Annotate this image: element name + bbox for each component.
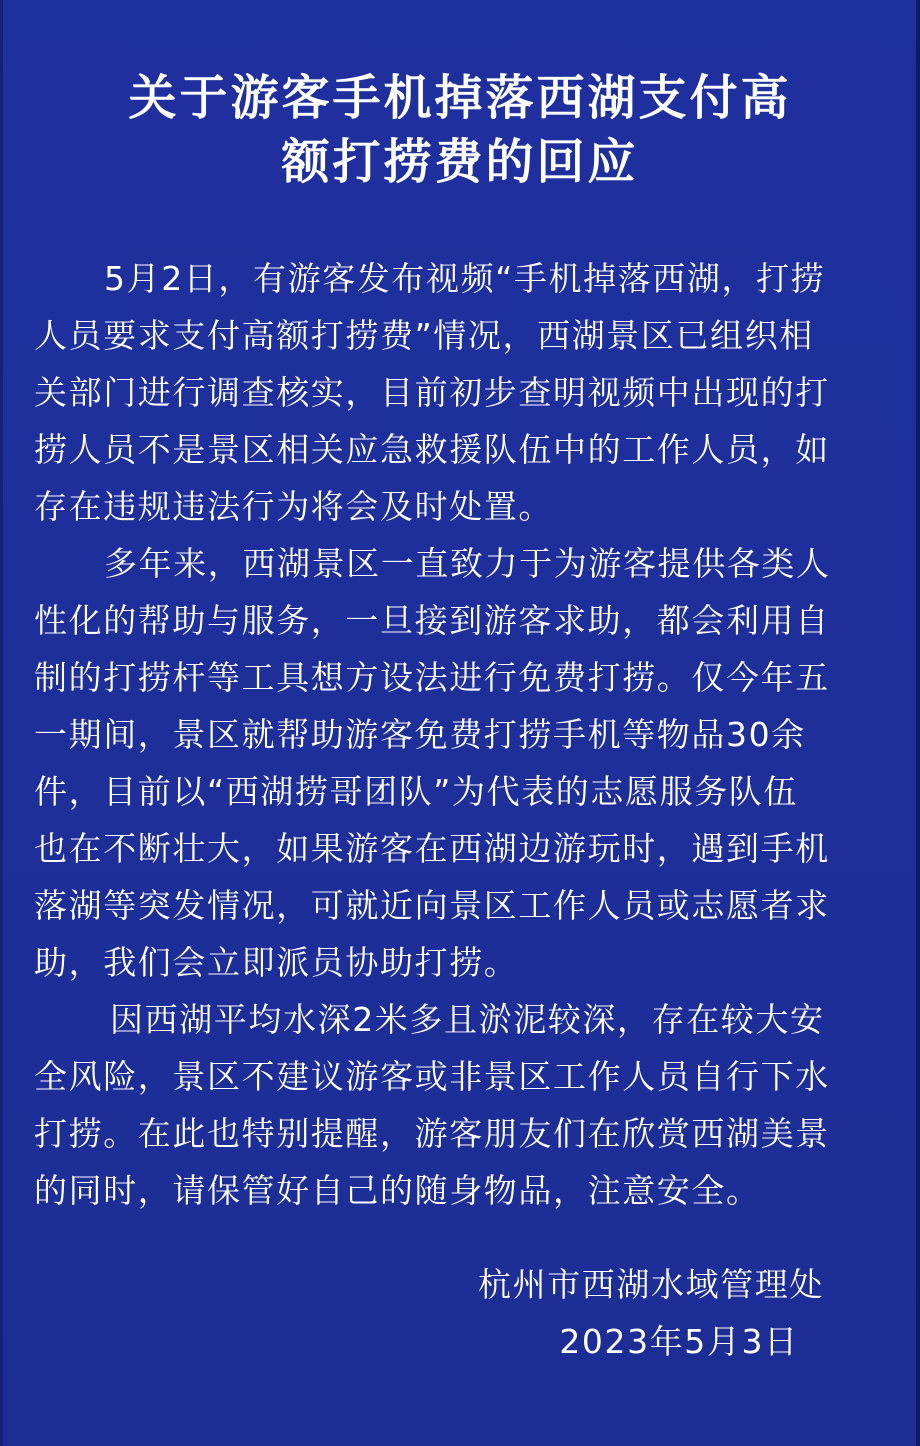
notice-body	[34, 250, 886, 1219]
paragraph-line: 助，我们会立即派员协助打捞。	[34, 943, 519, 982]
paragraph-line: 捞人员不是景区相关应急救援队伍中的工作人员，如	[34, 430, 830, 469]
notice-title	[30, 66, 890, 194]
paragraph-line: 全风险，景区不建议游客或非景区工作人员自行下水	[34, 1057, 830, 1096]
title-line-1: 关于游客手机掉落西湖支付高	[128, 70, 792, 126]
signature-organization: 杭州市西湖水域管理处	[478, 1265, 824, 1304]
signature-block	[478, 1256, 824, 1370]
paragraph-line: 打捞。在此也特别提醒，游客朋友们在欣赏西湖美景	[34, 1114, 830, 1153]
paragraph-line: 性化的帮助与服务，一旦接到游客求助，都会利用自	[34, 601, 830, 640]
paragraph-line: 落湖等突发情况，可就近向景区工作人员或志愿者求	[34, 886, 830, 925]
paragraph-line: 也在不断壮大，如果游客在西湖边游玩时，遇到手机	[34, 829, 830, 868]
paragraph-3	[34, 991, 886, 1219]
paragraph-line: 件，目前以“西湖捞哥团队”为代表的志愿服务队伍	[34, 772, 798, 811]
paragraph-line: 多年来，西湖景区一直致力于为游客提供各类人	[104, 544, 831, 583]
paragraph-1	[34, 250, 886, 535]
paragraph-line: 的同时，请保管好自己的随身物品，注意安全。	[34, 1171, 761, 1210]
left-edge	[0, 0, 3, 1446]
paragraph-line: 制的打捞杆等工具想方设法进行免费打捞。仅今年五	[34, 658, 830, 697]
paragraph-line: 5月2日，有游客发布视频“手机掉落西湖，打捞	[104, 259, 826, 298]
paragraph-2	[34, 535, 886, 991]
title-line-2: 额打捞费的回应	[281, 134, 639, 190]
paragraph-line: 关部门进行调查核实，目前初步查明视频中出现的打	[34, 373, 830, 412]
paragraph-line: 存在违规违法行为将会及时处置。	[34, 487, 553, 526]
paragraph-line: 人员要求支付高额打捞费”情况，西湖景区已组织相	[34, 316, 814, 355]
signature-date: 2023年5月3日	[559, 1322, 799, 1361]
right-edge	[916, 0, 920, 1446]
paragraph-line: 因西湖平均水深2米多且淤泥较深，存在较大安	[110, 1000, 825, 1039]
paragraph-line: 一期间，景区就帮助游客免费打捞手机等物品30余	[34, 715, 806, 754]
